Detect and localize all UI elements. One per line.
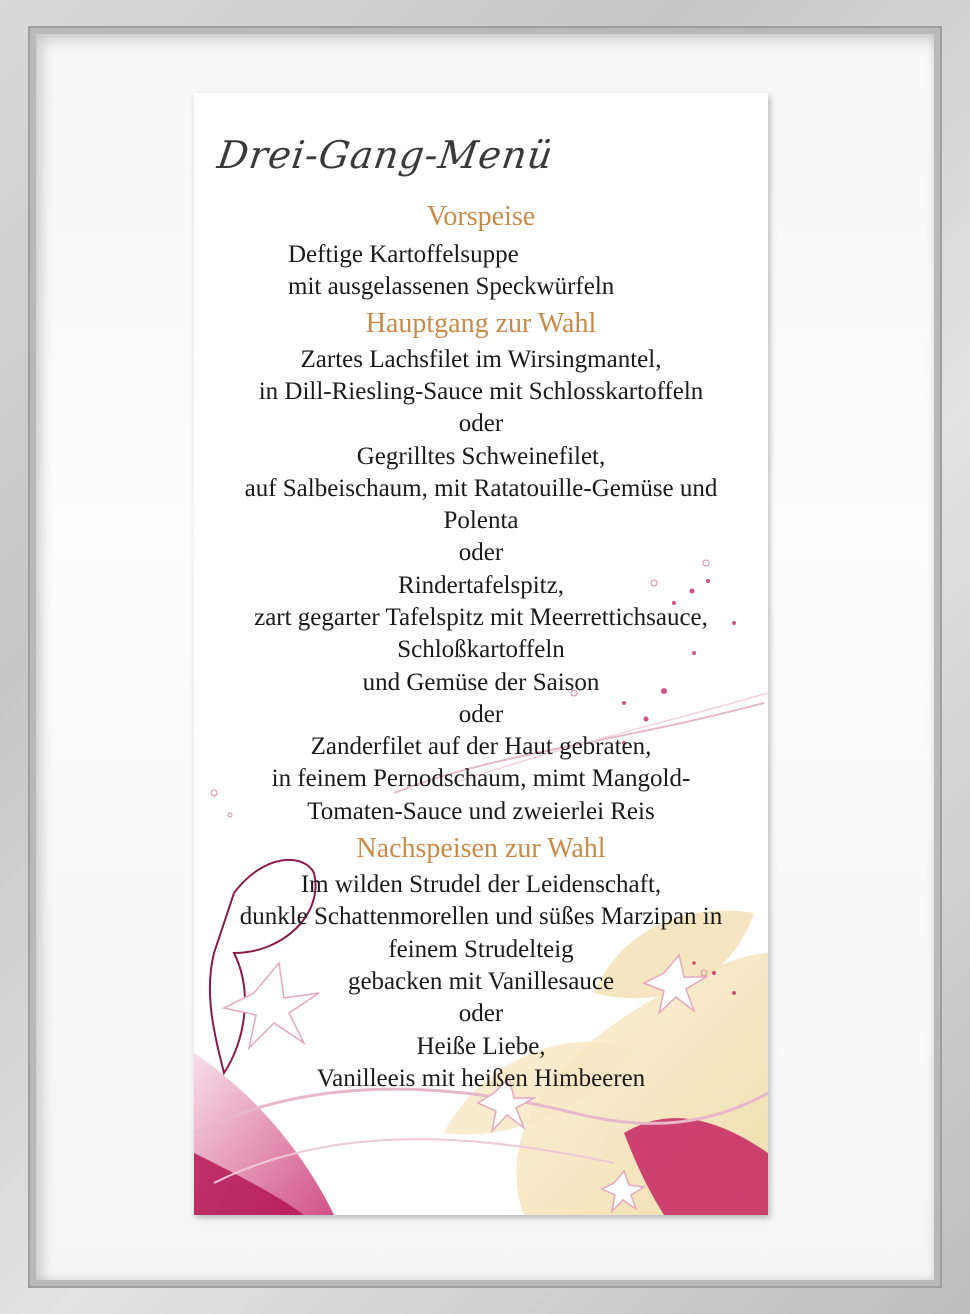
menu-card bbox=[194, 93, 768, 1215]
main-line: und Gemüse der Saison bbox=[362, 669, 600, 696]
main-line: Zanderfilet auf der Haut gebraten, bbox=[310, 733, 652, 760]
starter-line: mit ausgelassenen Speckwürfeln bbox=[288, 273, 615, 300]
dessert-line: Vanilleeis mit heißen Himbeeren bbox=[316, 1065, 646, 1092]
main-line: Tomaten-Sauce und zweierlei Reis bbox=[307, 798, 655, 825]
main-line: in feinem Pernodschaum, mimt Mangold- bbox=[271, 765, 691, 792]
main-line: Rindertafelspitz, bbox=[398, 572, 564, 599]
main-line: in Dill-Riesling-Sauce mit Schlosskartoffeln bbox=[258, 378, 704, 405]
dessert-line: gebacken mit Vanillesauce bbox=[347, 968, 615, 995]
main-line: Polenta bbox=[443, 507, 519, 534]
dessert-line: Im wilden Strudel der Leidenschaft, bbox=[300, 871, 662, 898]
main-line: Schloßkartoffeln bbox=[397, 636, 565, 663]
main-line: oder bbox=[458, 410, 504, 437]
starter-heading: Vorspeise bbox=[426, 201, 536, 232]
main-line: oder bbox=[458, 539, 504, 566]
main-line: zart gegarter Tafelspitz mit Meerrettichsauce, bbox=[254, 604, 708, 631]
main-line: auf Salbeischaum, mit Ratatouille-Gemüse und bbox=[244, 475, 718, 502]
menu-title: Drei-Gang-Menü bbox=[214, 133, 557, 177]
dessert-line: Heiße Liebe, bbox=[416, 1033, 546, 1060]
main-line: Zartes Lachsfilet im Wirsingmantel, bbox=[300, 346, 662, 373]
dessert-line: dunkle Schattenmorellen und süßes Marzipan in bbox=[239, 903, 723, 930]
dessert-line: feinem Strudelteig bbox=[388, 936, 574, 963]
starter-line: Deftige Kartoffelsuppe bbox=[288, 241, 519, 268]
main-line: oder bbox=[458, 701, 504, 728]
main-line: Gegrilltes Schweinefilet, bbox=[356, 443, 606, 470]
dessert-line: oder bbox=[458, 1000, 504, 1027]
dessert-heading: Nachspeisen zur Wahl bbox=[356, 833, 606, 864]
main-heading: Hauptgang zur Wahl bbox=[365, 308, 597, 339]
